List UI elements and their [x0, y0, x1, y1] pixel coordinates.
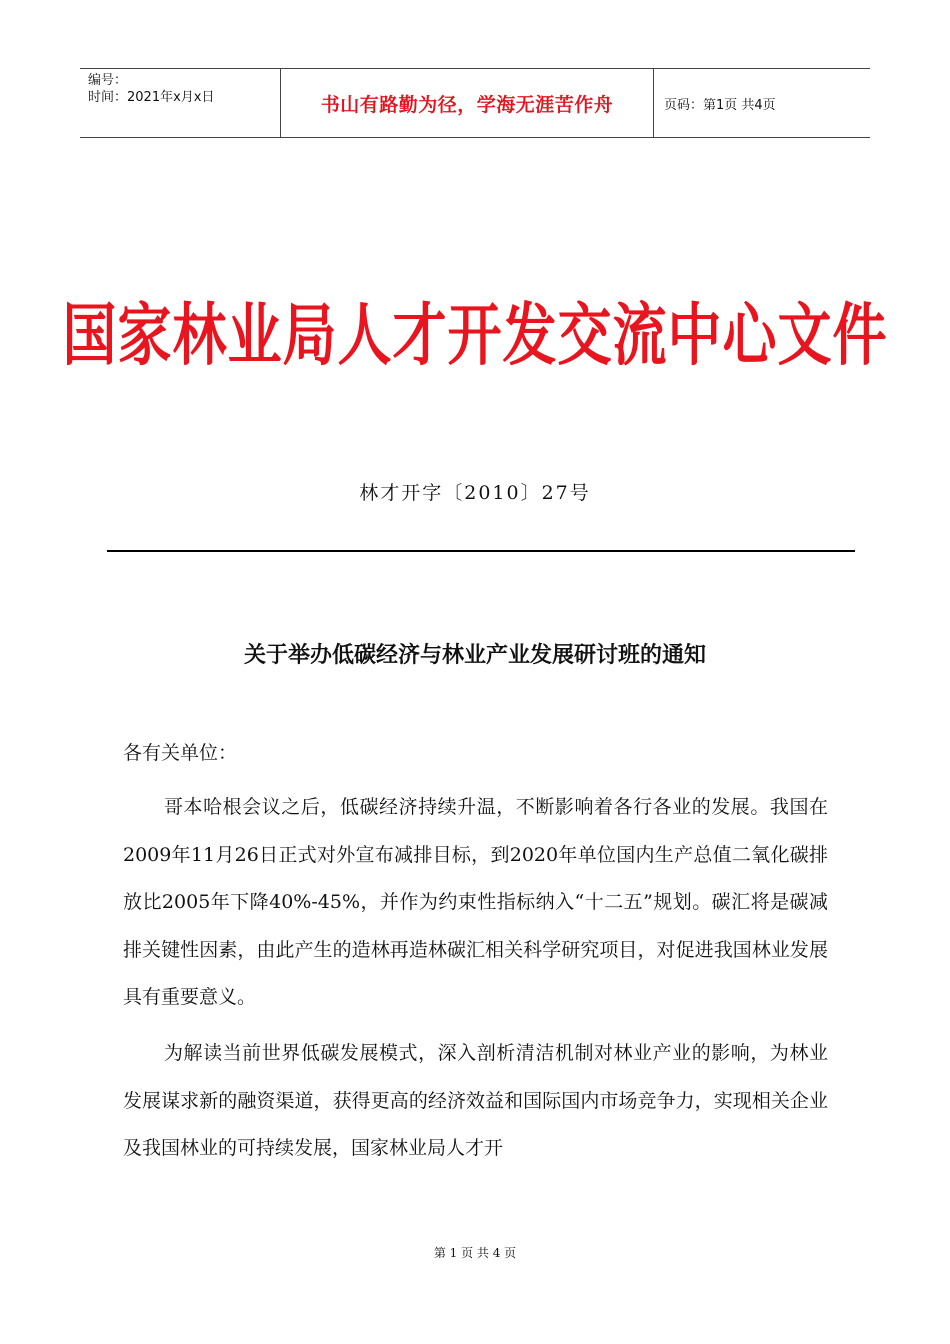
body-paragraph-2: 为解读当前世界低碳发展模式，深入剖析清洁机制对林业产业的影响，为林业发展谋求新的融资渠道，获得更高的经济效益和国际国内市场竞争力，实现相关企业及我国林业的可持续发展，国家林业局人才开 — [123, 1042, 828, 1159]
header-page-info: 页码：第1页 共4页 — [664, 97, 776, 113]
document-number: 林才开字〔2010〕27号 — [359, 482, 591, 504]
salutation: 各有关单位： — [123, 742, 238, 764]
date-label: 时间：2021年x月x日 — [88, 90, 215, 105]
header-meta-cell — [80, 69, 281, 137]
organization-title: 国家林业局人才开发交流中心文件 — [62, 295, 888, 375]
body-paragraph-1: 哥本哈根会议之后，低碳经济持续升温，不断影响着各行各业的发展。我国在2009年11月26日正式对外宣布减排目标，到2020年单位国内生产总值二氧化碳排放比2005年下降40%-45%，并作为约束性指标纳入“十二五”规划。碳汇将是碳减排关键性因素，由此产生的造林再造林碳汇相关科学研究项目，对促进我国林业发展具有重要意义。 — [123, 796, 828, 1008]
notice-title: 关于举办低碳经济与林业产业发展研讨班的通知 — [243, 643, 706, 668]
document-header-box — [80, 68, 870, 138]
header-motto: 书山有路勤为径，学海无涯苦作舟 — [281, 69, 654, 137]
page-footer: 第 1 页 共 4 页 — [433, 1246, 517, 1260]
serial-label: 编号： — [88, 73, 128, 88]
divider-line — [107, 550, 855, 552]
